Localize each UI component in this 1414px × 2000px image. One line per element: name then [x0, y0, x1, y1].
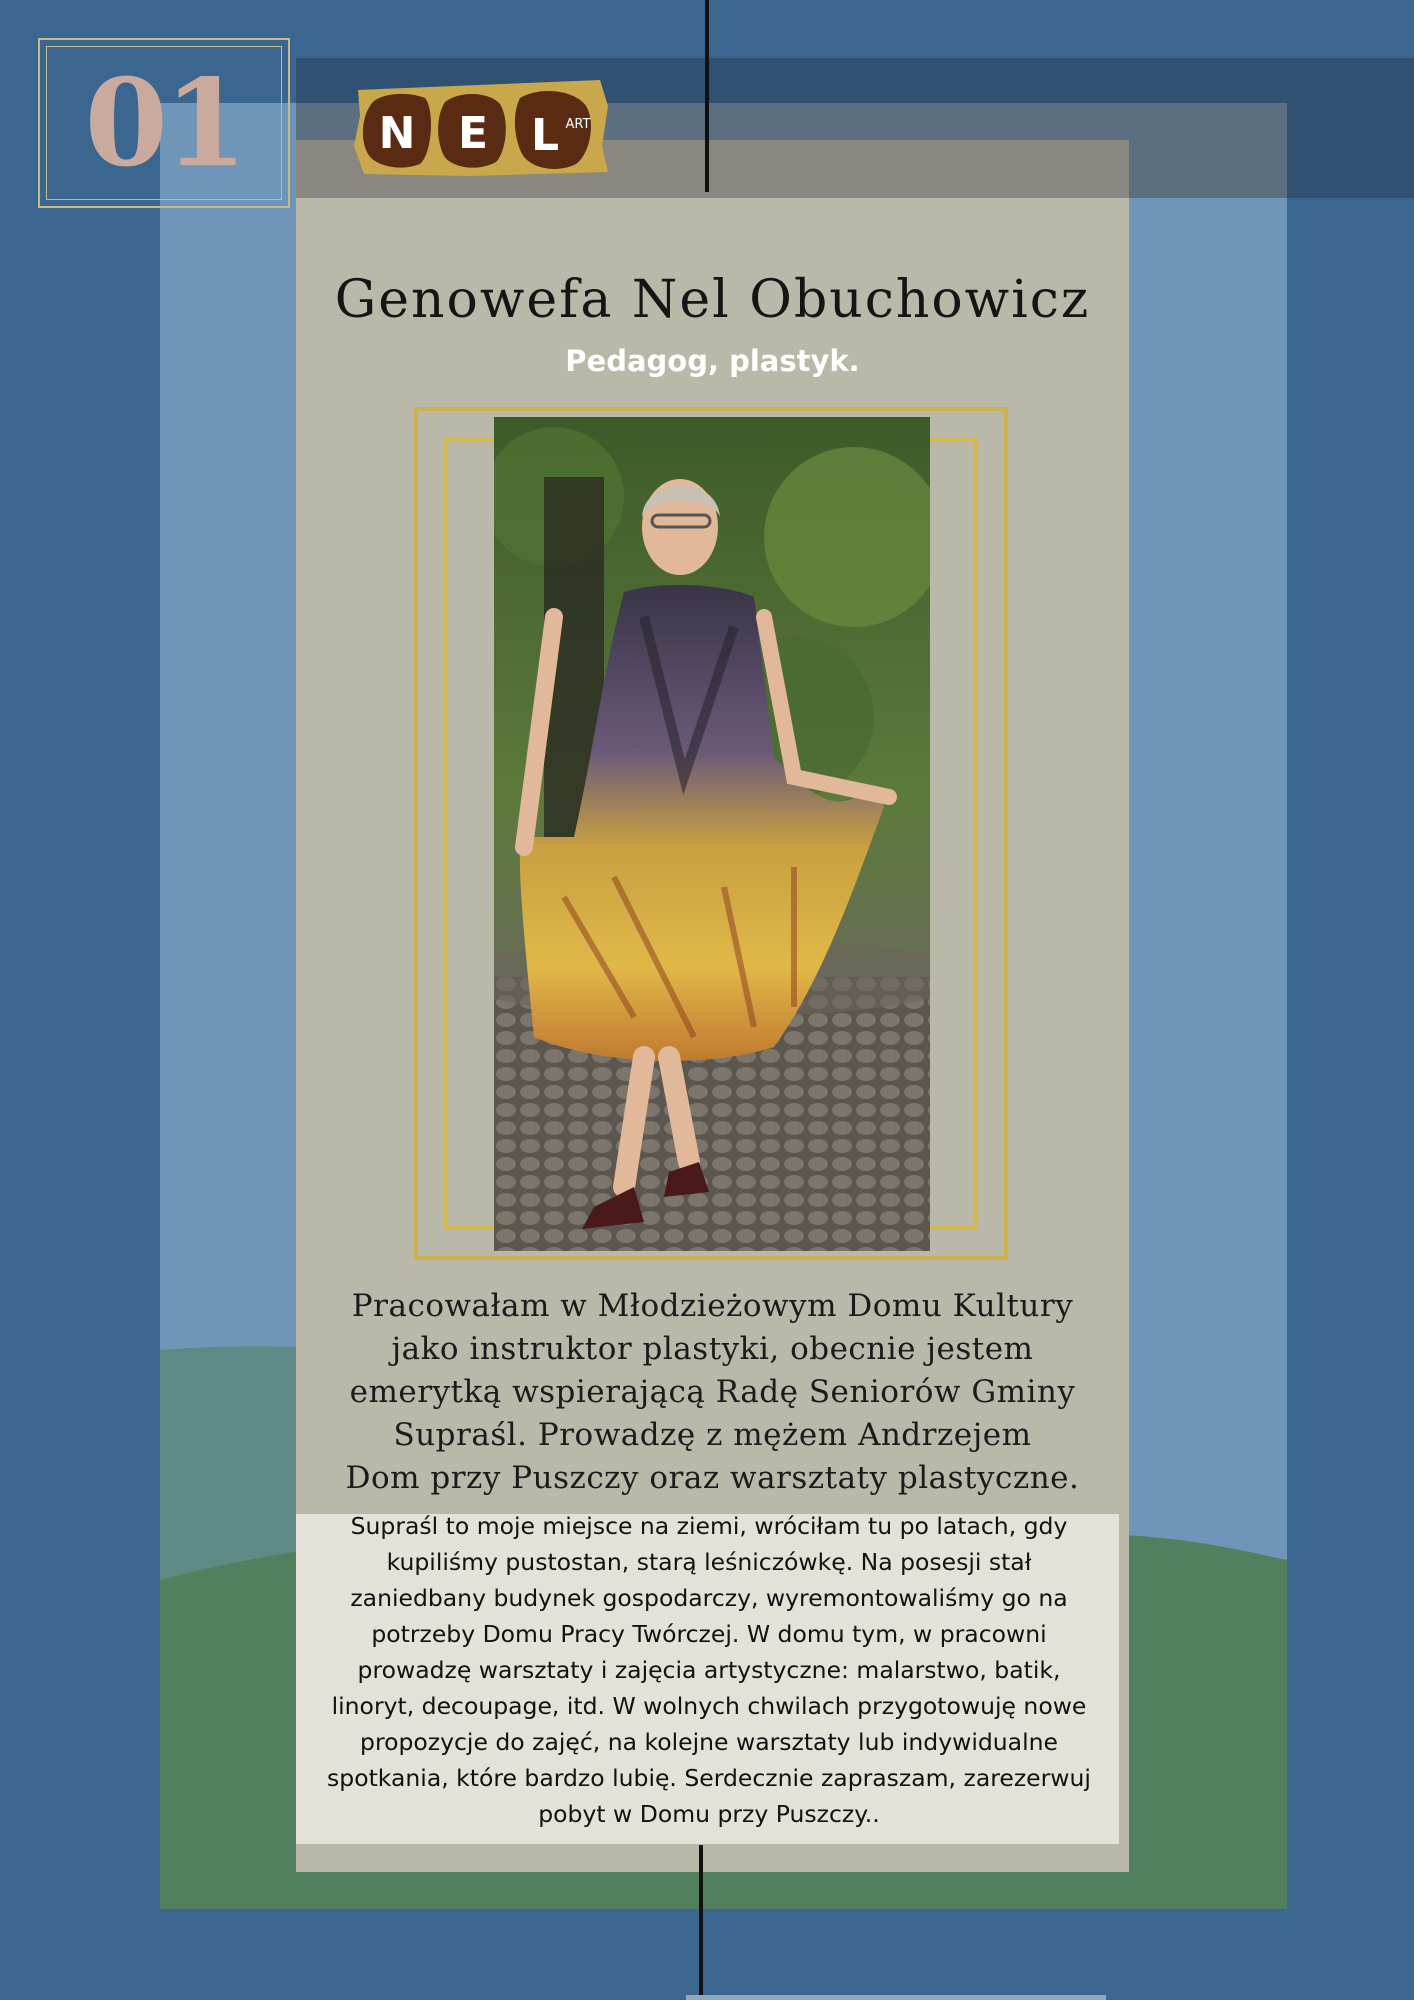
story-text: Supraśl to moje miejsce na ziemi, wróciłam tu po latach, gdy kupiliśmy pustostan, starą leśniczówkę. Na posesji stał zaniedbany budynek gospodarczy, wyremontowaliśmy go na potrzeby Domu Pracy Twórczej. W domu tym, w pracowni prowadzę warsztaty i zajęcia artystyczne: malarstwo, batik, linoryt, decoupage, itd. W wolnych chwilach przygotowuję nowe propozycje do zajęć, na kolejne warsztaty lub indywidualne spotkania, które bardzo lubię. Serdecznie zapraszam, zarezerwuj pobyt w Domu przy Puszczy..: [327, 1512, 1091, 1828]
top-divider-line: [705, 0, 709, 192]
page-number: 01: [84, 52, 244, 194]
logo-letter-l: L: [530, 110, 560, 161]
logo-letter-n: N: [378, 108, 416, 159]
logo-letter-e: E: [457, 108, 489, 159]
logo-sub-text: ART: [565, 117, 591, 132]
bottom-divider-line: [699, 1845, 703, 2000]
person-role: Pedagog, plastyk.: [565, 344, 860, 378]
nel-art-logo: [350, 76, 612, 180]
intro-text: Pracowałam w Młodzieżowym Domu Kultury jako instruktor plastyki, obecnie jestem emerytką wspierającą Radę Seniorów Gminy Supraśl. Prowadzę z mężem Andrzejem Dom przy Puszczy oraz warsztaty plastyczne.: [345, 1288, 1080, 1496]
portrait-photo: [494, 417, 930, 1251]
bottom-tab: [686, 1995, 1106, 2000]
person-name: Genowefa Nel Obuchowicz: [334, 270, 1091, 330]
